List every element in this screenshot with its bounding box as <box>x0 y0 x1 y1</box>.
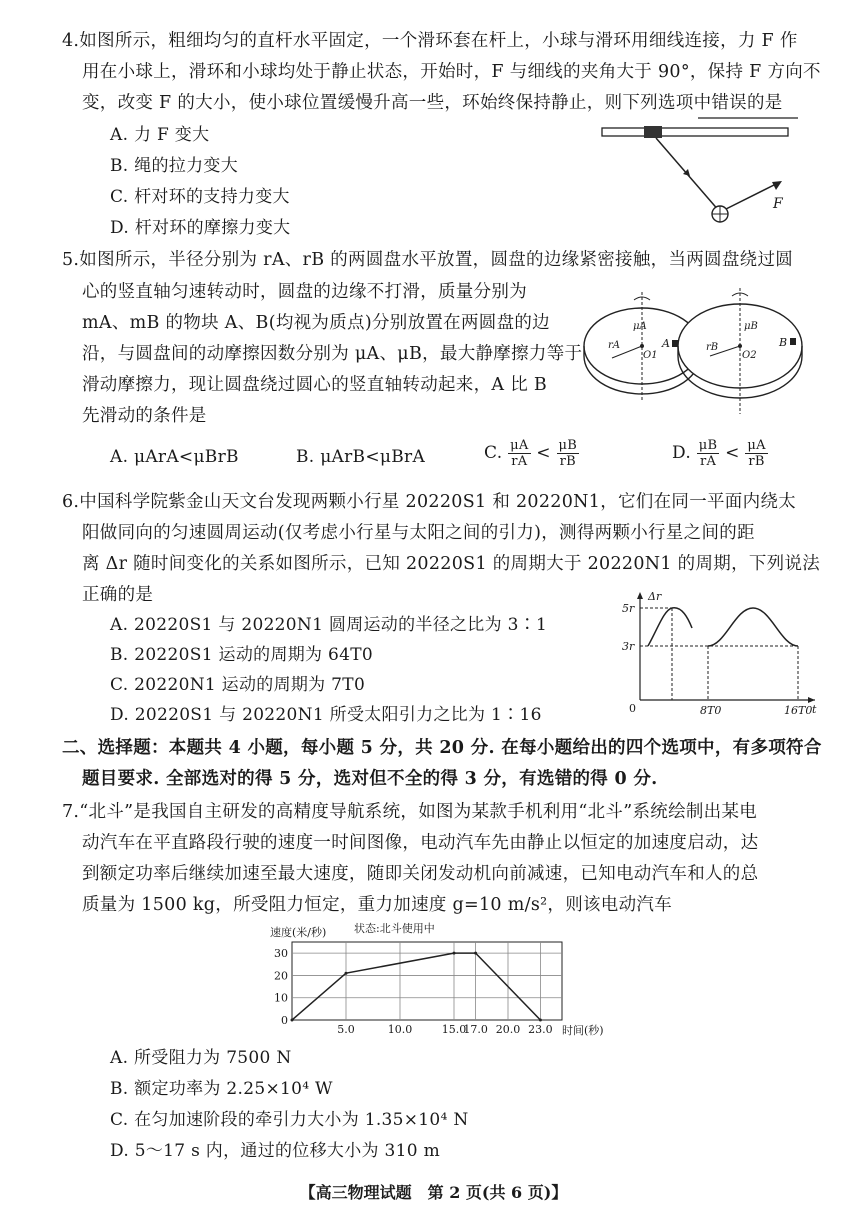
chart-ylabel: 速度(米/秒) <box>270 926 327 939</box>
q6-option-a: A. 20220S1 与 20220N1 圆周运动的半径之比为 3∶1 <box>110 615 548 635</box>
q5-line3: mA、mB 的物块 A、B(均视为质点)分别放置在两圆盘的边 <box>82 313 550 333</box>
chart-ytick-label: 10 <box>274 991 288 1005</box>
q6-xlabel: t <box>812 703 817 716</box>
q5-fig-mua: μA <box>633 321 647 332</box>
chart-ytick-label: 20 <box>274 969 288 983</box>
q4-line2: 用在小球上，滑环和小球均处于静止状态，开始时，F 与细线的夹角大于 90°，保持 F 方向不 <box>82 62 821 82</box>
q7-line2: 动汽车在平直路段行驶的速度一时间图像，电动汽车先由静止以恒定的加速度启动，达 <box>82 833 759 853</box>
chart-xtick-label: 5.0 <box>337 1023 355 1036</box>
q6-line3: 离 Δr 随时间变化的关系如图所示，已知 20220S1 的周期大于 20220N1 的周期，下列说法 <box>82 554 821 574</box>
q4-line1: 4.如图所示，粗细均匀的直杆水平固定，一个滑环套在杆上，小球与滑环用细线连接，力 F 作 <box>62 31 798 51</box>
q6-graph <box>620 588 820 718</box>
q6-line2: 阳做同向的匀速圆周运动(仅考虑小行星与太阳之间的引力)，测得两颗小行星之间的距 <box>82 523 755 543</box>
q5-line4: 沿，与圆盘间的动摩擦因数分别为 μA、μB，最大静摩擦力等于 <box>82 344 583 364</box>
q6-y5: 5r <box>622 602 635 615</box>
q7-option-d: D. 5～17 s 内，通过的位移大小为 310 m <box>110 1141 440 1161</box>
q6-line4: 正确的是 <box>82 585 154 605</box>
q5-fig-o2: O2 <box>742 350 757 361</box>
q7-option-c: C. 在匀加速阶段的牵引力大小为 1.35×10⁴ N <box>110 1110 469 1130</box>
q4-figure <box>598 112 798 242</box>
q6-y3: 3r <box>622 640 635 653</box>
q6-option-d: D. 20220S1 与 20220N1 所受太阳引力之比为 1∶16 <box>110 705 542 725</box>
q7-line4: 质量为 1500 kg，所受阻力恒定，重力加速度 g=10 m/s²，则该电动汽车 <box>82 895 673 915</box>
q5-line5: 滑动摩擦力，现让圆盘绕过圆心的竖直轴转动起来，A 比 B <box>82 375 548 395</box>
q5-line1: 5.如图所示，半径分别为 rA、rB 的两圆盘水平放置，圆盘的边缘紧密接触，当两圆盘绕过圆 <box>62 250 794 270</box>
q5-line6: 先滑动的条件是 <box>82 406 207 426</box>
q6-option-c: C. 20220N1 运动的周期为 7T0 <box>110 675 366 695</box>
q5-option-b: B. μArB<μBrA <box>296 447 426 467</box>
chart-series-line <box>292 953 540 1020</box>
q7-line1: 7.“北斗”是我国自主研发的高精度导航系统，如图为某款手机利用“北斗”系统绘制出某电 <box>62 802 758 822</box>
q6-x8: 8T0 <box>700 704 722 717</box>
q5-fig-ra: rA <box>608 340 621 351</box>
q5-option-a: A. μArA<μBrB <box>110 447 239 467</box>
q6-x16: 16T0 <box>784 704 813 717</box>
chart-xtick-label: 23.0 <box>528 1023 553 1036</box>
q4-force-label: F <box>773 196 783 212</box>
q7-option-a: A. 所受阻力为 7500 N <box>110 1048 292 1068</box>
page-footer: 【高三物理试题 第 2 页(共 6 页)】 <box>299 1183 568 1202</box>
chart-xlabel: 时间(秒) <box>562 1024 604 1037</box>
q4-line3: 变，改变 F 的大小，使小球位置缓慢升高一些，环始终保持静止，则下列选项中错误的是 <box>82 93 783 113</box>
q4-option-b: B. 绳的拉力变大 <box>110 156 238 176</box>
chart-xtick-label: 10.0 <box>387 1023 413 1036</box>
q5-figure <box>580 284 810 419</box>
q5-option-d: D. $\frac{\mu B}{rA}$ < $\frac{\mu A}{rB}$ <box>672 438 766 469</box>
q4-option-d: D. 杆对环的摩擦力变大 <box>110 218 291 238</box>
chart-frame <box>292 942 562 1020</box>
chart-xtick-label: 17.0 <box>463 1023 488 1036</box>
q7-velocity-chart <box>262 920 622 1042</box>
q4-option-c: C. 杆对环的支持力变大 <box>110 187 290 207</box>
q6-origin: 0 <box>629 702 636 715</box>
section2-line1: 二、选择题：本题共 4 小题，每小题 5 分，共 20 分. 在每小题给出的四个选项中，有多项符合 <box>62 738 822 758</box>
q5-fig-o1: O1 <box>643 350 658 361</box>
q4-option-a: A. 力 F 变大 <box>110 125 210 145</box>
q6-line1: 6.中国科学院紫金山天文台发现两颗小行星 20220S1 和 20220N1，它们在同一平面内绕太 <box>62 492 796 512</box>
q5-fig-mub: μB <box>744 321 758 332</box>
chart-ytick-label: 30 <box>274 947 288 961</box>
q5-line2: 心的竖直轴匀速转动时，圆盘的边缘不打滑，质量分别为 <box>82 282 527 302</box>
chart-title: 状态:北斗使用中 <box>354 922 435 935</box>
chart-xtick-label: 15.0 <box>441 1023 467 1036</box>
q5-fig-b: B <box>779 336 788 349</box>
q7-option-b: B. 额定功率为 2.25×10⁴ W <box>110 1079 333 1099</box>
q7-line3: 到额定功率后继续加速至最大速度，随即关闭发动机向前减速，已知电动汽车和人的总 <box>82 864 759 884</box>
chart-ytick-label: 0 <box>281 1014 288 1027</box>
q5-fig-rb: rB <box>706 342 719 353</box>
q6-ylabel: Δr <box>648 590 662 603</box>
q5-fig-a: A <box>662 337 670 350</box>
chart-xtick-label: 20.0 <box>495 1023 521 1036</box>
q6-option-b: B. 20220S1 运动的周期为 64T0 <box>110 645 374 665</box>
section2-line2: 题目要求. 全部选对的得 5 分，选对但不全的得 3 分，有选错的得 0 分. <box>82 769 658 789</box>
q5-option-c: C. $\frac{\mu A}{rA}$ < $\frac{\mu B}{rB}$ <box>484 438 578 469</box>
